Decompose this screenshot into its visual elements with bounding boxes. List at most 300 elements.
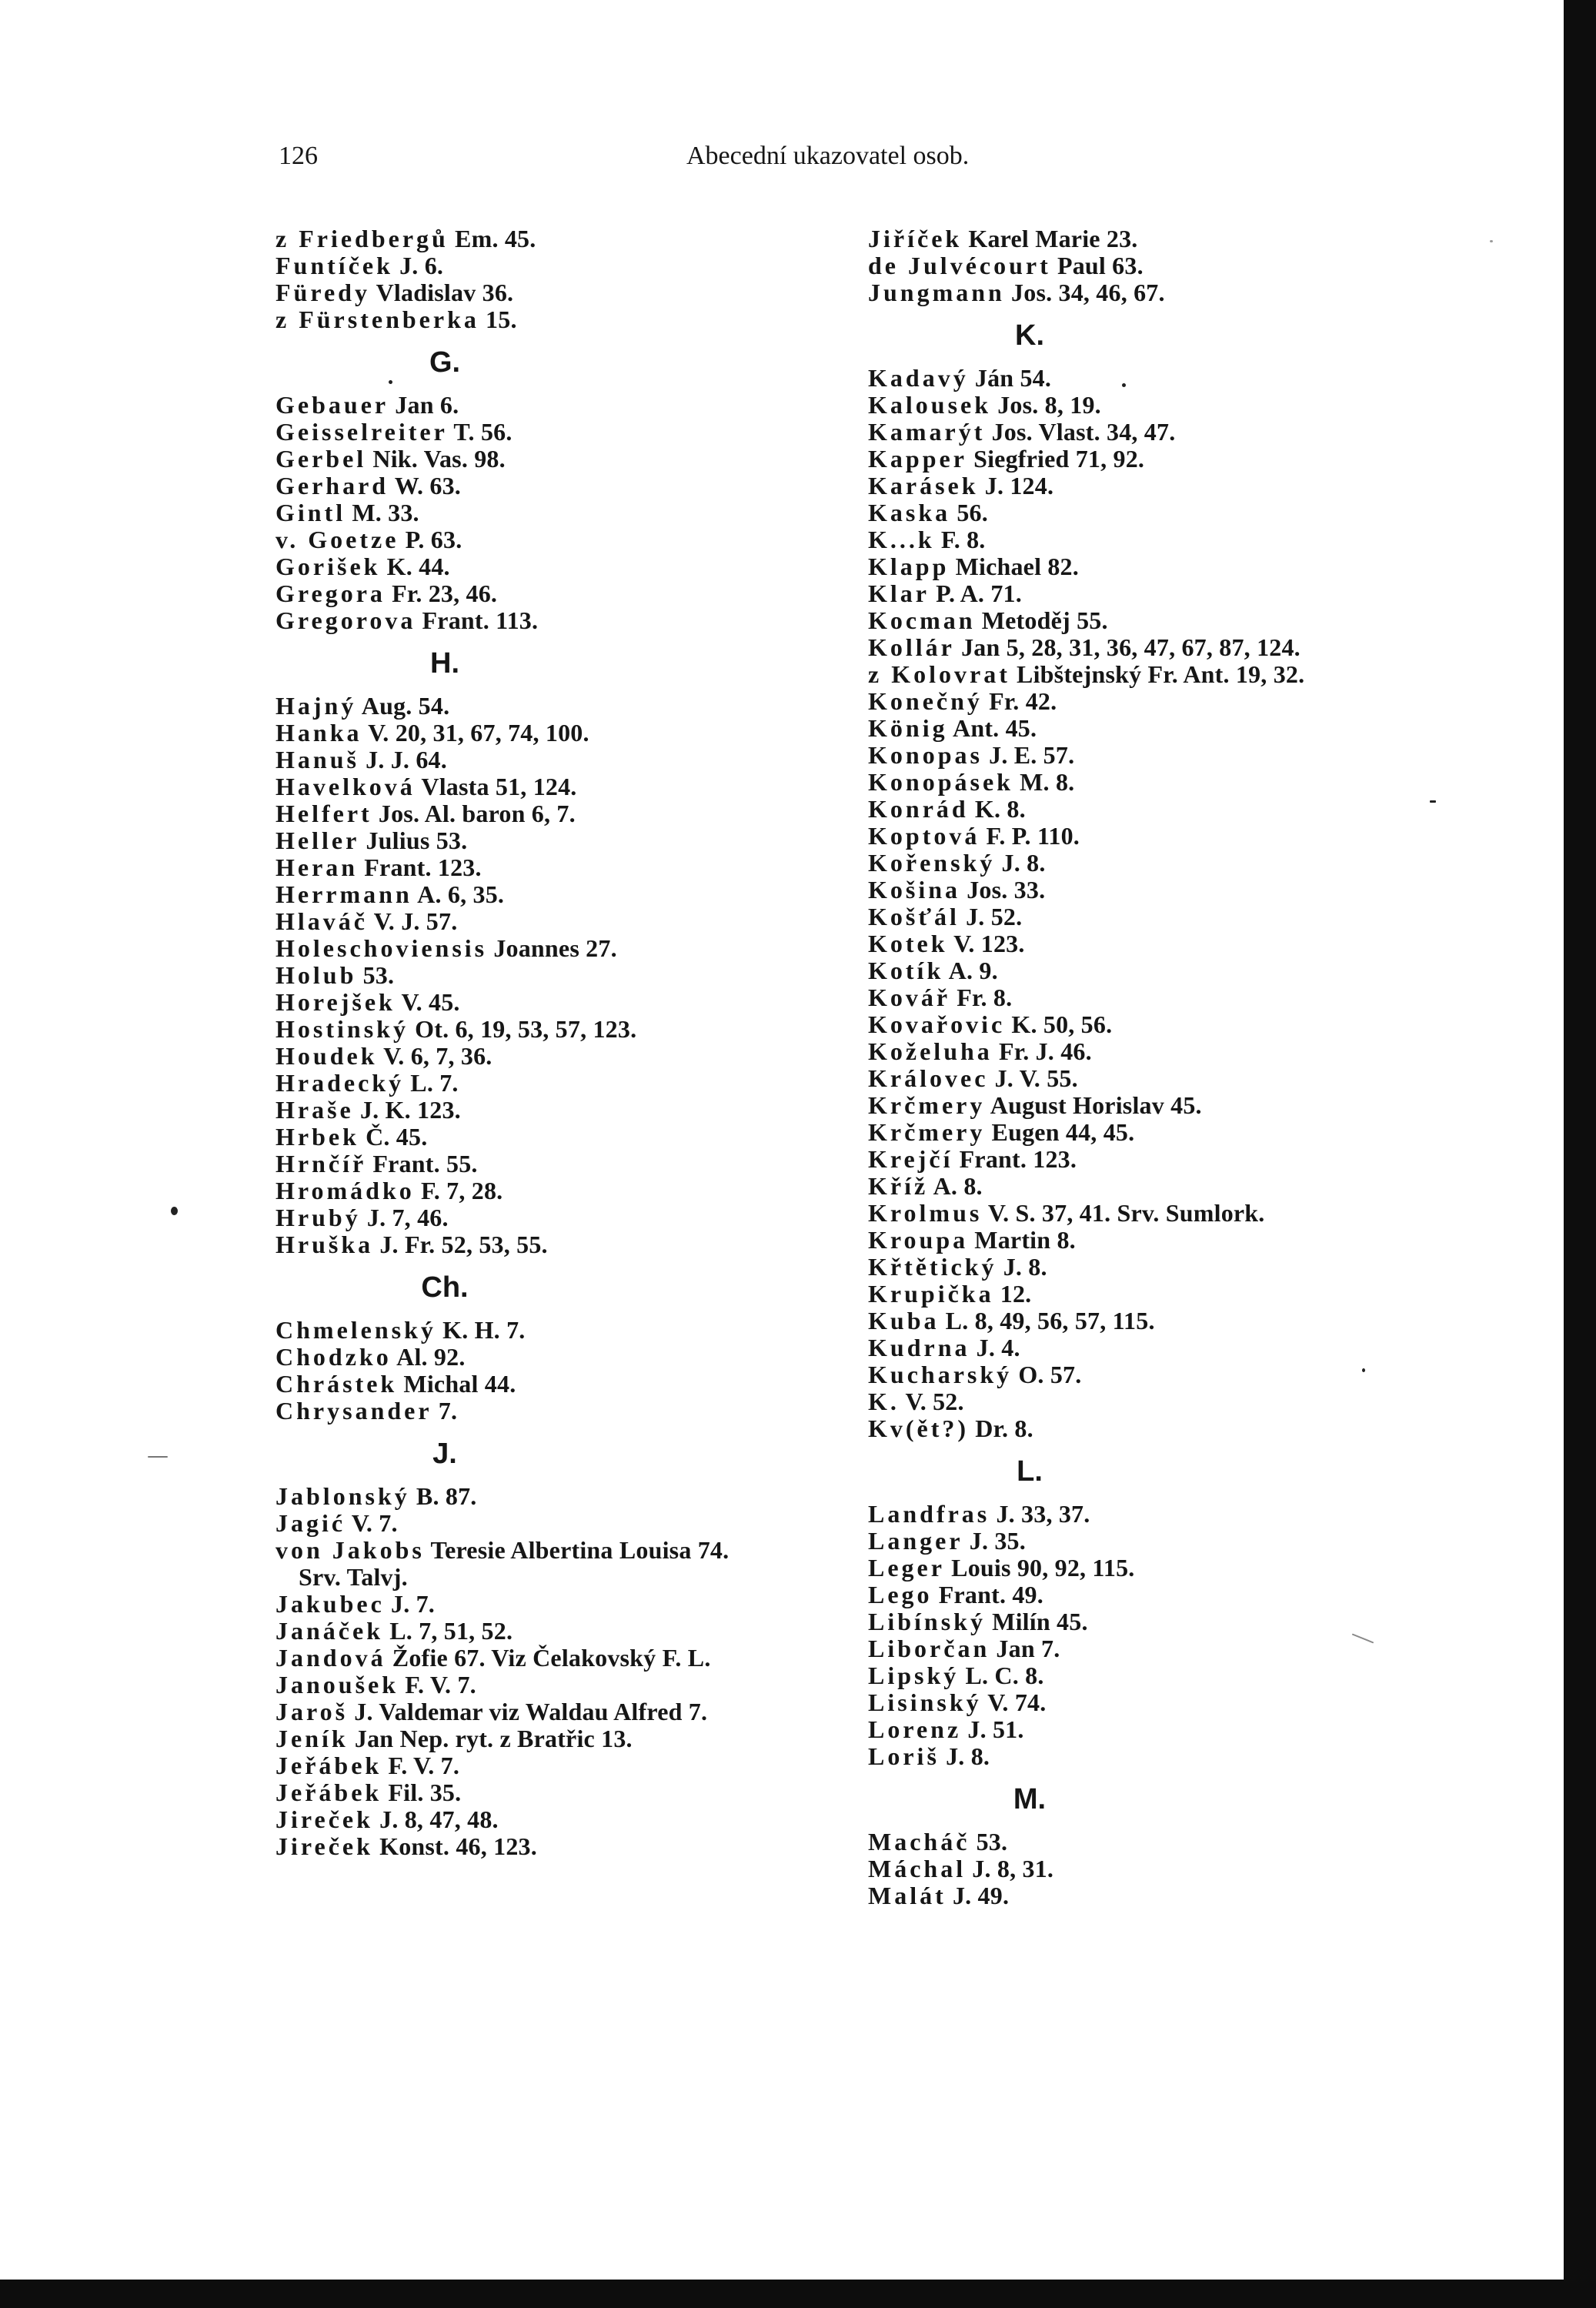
entry-details: J. Fr. 52, 53, 55. <box>373 1231 548 1258</box>
print-speck <box>389 380 392 384</box>
index-entry <box>275 225 860 252</box>
entry-details: L. 7, 51, 52. <box>383 1617 513 1645</box>
index-entry <box>868 499 1468 526</box>
entry-surname: Kořenský <box>868 849 996 877</box>
entry-surname: Houdek <box>275 1042 378 1070</box>
entry-details: 56. <box>950 499 988 526</box>
entry-surname: Jeřábek <box>275 1779 382 1806</box>
index-entry <box>868 1555 1468 1582</box>
entry-details: Aug. 54. <box>356 692 450 720</box>
index-entry <box>868 1415 1468 1442</box>
index-entry <box>275 747 860 773</box>
entry-details: J. 8, 47, 48. <box>372 1805 499 1833</box>
entry-details: F. P. 110. <box>980 822 1080 850</box>
entry-surname: Langer <box>868 1527 963 1555</box>
index-entry <box>275 526 860 553</box>
entry-surname: Jireček <box>275 1832 373 1860</box>
entry-details: Libštejnský Fr. Ant. 19, 32. <box>1010 660 1305 688</box>
index-entry <box>868 769 1468 796</box>
index-entry <box>275 1725 860 1752</box>
index-entry <box>275 1371 860 1398</box>
entry-surname: Košťál <box>868 903 960 930</box>
index-entry <box>868 634 1468 661</box>
entry-details: Jos. Vlast. 34, 47. <box>985 418 1176 446</box>
index-entry <box>275 1483 860 1510</box>
entry-surname: Funtíček <box>275 252 393 279</box>
entry-details: A. 8. <box>928 1172 983 1200</box>
entry-details: J. 6. <box>392 252 444 279</box>
entry-surname: Kalousek <box>868 391 992 419</box>
index-entry <box>868 984 1468 1011</box>
index-entry <box>275 607 860 634</box>
entry-surname: Liborčan <box>868 1635 990 1662</box>
entry-surname: Chmelenský <box>275 1316 436 1344</box>
entry-details: L. 7. <box>404 1069 459 1097</box>
entry-details: P. A. 71. <box>929 580 1022 607</box>
entry-surname: Máchal <box>868 1855 967 1882</box>
entry-details: V. 45. <box>395 988 460 1016</box>
entry-surname: Holub <box>275 961 357 989</box>
entry-surname: Gintl <box>275 499 346 526</box>
entry-details: Frant. 49. <box>932 1581 1043 1608</box>
print-speck <box>1490 240 1493 242</box>
entry-surname: Konopásek <box>868 768 1013 796</box>
entry-surname: de Julvécourt <box>868 252 1051 279</box>
page-number: 126 <box>279 142 318 170</box>
entry-details: Frant. 123. <box>953 1145 1077 1173</box>
entry-details: J. J. 64. <box>359 746 447 773</box>
entry-details: Ant. 45. <box>947 714 1037 742</box>
entry-surname: Jandová <box>275 1644 386 1672</box>
entry-surname: Jireček <box>275 1805 373 1833</box>
index-entry <box>275 827 860 854</box>
index-entry <box>275 279 860 306</box>
index-entry <box>275 1779 860 1806</box>
index-entry <box>275 473 860 499</box>
entry-details: Fr. 8. <box>950 984 1013 1011</box>
index-entry <box>868 1501 1468 1528</box>
print-speck <box>1122 383 1126 387</box>
entry-details: J. 8. <box>997 1253 1047 1281</box>
index-entry <box>868 1334 1468 1361</box>
entry-details: Srv. Talvj. <box>299 1563 408 1591</box>
index-entry <box>275 773 860 800</box>
entry-surname: Kudrna <box>868 1334 970 1361</box>
index-entry <box>275 1672 860 1698</box>
entry-details: V. 6, 7, 36. <box>377 1042 492 1070</box>
entry-surname: Konrád <box>868 795 969 823</box>
index-column-right <box>868 225 1468 1909</box>
entry-details: M. 33. <box>346 499 419 526</box>
entry-details: Dr. 8. <box>969 1415 1033 1442</box>
index-entry <box>275 1151 860 1177</box>
section-letter-heading: K. <box>1015 319 1044 352</box>
index-entry <box>868 957 1468 984</box>
entry-details: K. 44. <box>380 553 450 580</box>
entry-details: V. 52. <box>899 1388 964 1415</box>
entry-surname: Krupička <box>868 1280 994 1308</box>
entry-surname: Kollár <box>868 633 955 661</box>
entry-details: Fr. 42. <box>982 687 1057 715</box>
entry-surname: Kříž <box>868 1172 929 1200</box>
entry-surname: K...k <box>868 526 935 553</box>
entry-surname: Helfert <box>275 800 372 827</box>
index-entry <box>868 1011 1468 1038</box>
entry-details: K. H. 7. <box>436 1316 526 1344</box>
entry-surname: Libínský <box>868 1608 986 1635</box>
index-entry <box>868 553 1468 580</box>
entry-details: W. 63. <box>389 472 461 499</box>
index-entry <box>275 720 860 747</box>
entry-surname: Koptová <box>868 822 980 850</box>
index-entry <box>868 1716 1468 1743</box>
entry-surname: Holeschoviensis <box>275 934 488 962</box>
entry-surname: Leger <box>868 1554 945 1582</box>
print-speck <box>1362 1368 1365 1372</box>
index-entry <box>275 1591 860 1618</box>
entry-details: Frant. 113. <box>416 606 539 634</box>
entry-surname: Malát <box>868 1882 947 1909</box>
index-entry <box>275 1806 860 1833</box>
entry-surname: Gregorova <box>275 606 416 634</box>
entry-surname: Krolmus <box>868 1199 983 1227</box>
entry-surname: Chodzko <box>275 1343 392 1371</box>
index-entry-continuation <box>275 1564 860 1591</box>
entry-details: Vladislav 36. <box>369 279 514 306</box>
entry-surname: Jagić <box>275 1509 346 1537</box>
index-entry <box>275 1698 860 1725</box>
entry-surname: Klapp <box>868 553 950 580</box>
entry-details: M. 8. <box>1013 768 1075 796</box>
entry-details: O. 57. <box>1012 1361 1082 1388</box>
index-entry <box>275 1344 860 1371</box>
index-entry <box>868 1528 1468 1555</box>
entry-surname: Hraše <box>275 1096 354 1124</box>
entry-surname: Kaska <box>868 499 951 526</box>
entry-surname: Hlaváč <box>275 907 368 935</box>
entry-surname: Kovář <box>868 984 951 1011</box>
entry-details: A. 6, 35. <box>412 880 505 908</box>
index-entry <box>868 1038 1468 1065</box>
entry-surname: Lorenz <box>868 1715 962 1743</box>
entry-surname: Lego <box>868 1581 933 1608</box>
entry-details: Jos. 33. <box>960 876 1046 903</box>
section-letter-heading: L. <box>1017 1455 1043 1488</box>
entry-details: Ot. 6, 19, 53, 57, 123. <box>408 1015 637 1043</box>
entry-details: V. 74. <box>981 1688 1047 1716</box>
index-entry <box>275 962 860 989</box>
page-header <box>279 142 1007 180</box>
entry-details: V. 7. <box>346 1509 398 1537</box>
index-entry <box>868 473 1468 499</box>
entry-details: J. 124. <box>978 472 1054 499</box>
index-entry <box>868 930 1468 957</box>
entry-surname: Jeřábek <box>275 1752 382 1779</box>
entry-details: 15. <box>479 306 517 333</box>
entry-details: Metoděj 55. <box>975 606 1108 634</box>
index-entry <box>275 580 860 607</box>
entry-details: Fil. 35. <box>382 1779 462 1806</box>
index-entry <box>868 446 1468 473</box>
index-entry <box>868 688 1468 715</box>
index-entry <box>868 1829 1468 1855</box>
entry-surname: Krčmery <box>868 1091 986 1119</box>
entry-surname: Landfras <box>868 1500 990 1528</box>
entry-details: Milín 45. <box>985 1608 1088 1635</box>
entry-details: Em. 45. <box>448 225 536 252</box>
entry-details: Michal 44. <box>397 1370 516 1398</box>
entry-details: August Horislav 45. <box>985 1091 1202 1119</box>
entry-details: Fr. 23, 46. <box>385 580 498 607</box>
index-entry <box>868 1882 1468 1909</box>
index-entry <box>868 1227 1468 1254</box>
entry-surname: Havelková <box>275 773 416 800</box>
index-entry <box>868 796 1468 823</box>
entry-surname: Hrbek <box>275 1123 359 1151</box>
entry-surname: z Friedbergů <box>275 225 449 252</box>
entry-details: J. 35. <box>963 1527 1026 1555</box>
entry-details: Frant. 55. <box>366 1150 478 1177</box>
index-entry <box>868 526 1468 553</box>
entry-surname: Jungmann <box>868 279 1005 306</box>
entry-details: Teresie Albertina Louisa 74. <box>424 1536 730 1564</box>
entry-surname: Kv(ět?) <box>868 1415 970 1442</box>
entry-details: V. S. 37, 41. Srv. Sumlork. <box>982 1199 1265 1227</box>
entry-details: J. 33, 37. <box>990 1500 1090 1528</box>
index-entry <box>275 1124 860 1151</box>
index-entry <box>275 1317 860 1344</box>
entry-details: J. 49. <box>946 1882 1010 1909</box>
entry-surname: K. <box>868 1388 900 1415</box>
entry-surname: Konopas <box>868 741 983 769</box>
index-entry <box>275 446 860 473</box>
entry-details: Paul 63. <box>1050 252 1144 279</box>
entry-surname: Macháč <box>868 1828 970 1855</box>
entry-surname: Kotík <box>868 957 944 984</box>
entry-surname: von Jakobs <box>275 1536 425 1564</box>
index-entry <box>868 1254 1468 1281</box>
entry-details: V. J. 57. <box>367 907 458 935</box>
entry-details: Al. 92. <box>391 1343 466 1371</box>
entry-details: K. 50, 56. <box>1005 1010 1113 1038</box>
entry-details: J. 52. <box>959 903 1023 930</box>
entry-surname: Lipský <box>868 1662 960 1689</box>
entry-surname: Konečný <box>868 687 983 715</box>
section-letter-heading: M. <box>1013 1783 1047 1815</box>
entry-details: Jos. Al. baron 6, 7. <box>372 800 576 827</box>
index-entry <box>275 1070 860 1097</box>
entry-details: Frant. 123. <box>358 853 482 881</box>
entry-surname: Koželuha <box>868 1037 993 1065</box>
entry-details: Jan 7. <box>990 1635 1060 1662</box>
entry-surname: Karásek <box>868 472 979 499</box>
section-letter-heading: H. <box>430 647 459 680</box>
entry-details: J. 8. <box>939 1742 990 1770</box>
entry-details: Julius 53. <box>359 827 468 854</box>
entry-details: Karel Marie 23. <box>962 225 1138 252</box>
index-entry <box>868 661 1468 688</box>
entry-surname: Hanuš <box>275 746 359 773</box>
entry-surname: Hradecký <box>275 1069 405 1097</box>
entry-surname: Hajný <box>275 692 357 720</box>
entry-surname: Jablonský <box>275 1482 410 1510</box>
index-entry <box>275 1043 860 1070</box>
entry-surname: Janáček <box>275 1617 383 1645</box>
print-speck <box>171 1207 178 1215</box>
entry-details: Č. 45. <box>359 1123 428 1151</box>
index-entry <box>868 1173 1468 1200</box>
index-entry <box>868 823 1468 850</box>
entry-surname: Košina <box>868 876 961 903</box>
entry-details: L. 8, 49, 56, 57, 115. <box>939 1307 1155 1334</box>
index-entry <box>275 881 860 908</box>
entry-surname: Lisinský <box>868 1688 982 1716</box>
entry-surname: Kadavý <box>868 364 969 392</box>
index-entry <box>275 693 860 720</box>
entry-details: Siegfried 71, 92. <box>967 445 1145 473</box>
running-title: Abecední ukazovatel osob. <box>686 142 970 170</box>
index-entry <box>868 1608 1468 1635</box>
entry-details: J. 7. <box>384 1590 435 1618</box>
entry-surname: Hrubý <box>275 1204 361 1231</box>
index-entry <box>868 903 1468 930</box>
entry-details: 53. <box>356 961 395 989</box>
entry-details: F. V. 7. <box>382 1752 460 1779</box>
index-entry <box>275 419 860 446</box>
print-speck <box>148 1456 168 1458</box>
index-entry <box>275 553 860 580</box>
index-entry <box>868 1635 1468 1662</box>
index-entry <box>275 1510 860 1537</box>
index-entry <box>275 800 860 827</box>
entry-details: A. 9. <box>943 957 998 984</box>
entry-details: F. 7, 28. <box>414 1177 503 1204</box>
entry-surname: Křtětický <box>868 1253 997 1281</box>
entry-surname: Gerbel <box>275 445 367 473</box>
entry-details: Jan Nep. ryt. z Bratřic 13. <box>348 1725 633 1752</box>
index-entry <box>868 1092 1468 1119</box>
index-entry <box>275 1398 860 1425</box>
entry-details: B. 87. <box>409 1482 477 1510</box>
entry-details: J. 8. <box>995 849 1046 877</box>
entry-surname: Geisselreiter <box>275 418 448 446</box>
entry-surname: Chrástek <box>275 1370 398 1398</box>
entry-details: Žofie 67. Viz Čelakovský F. L. <box>386 1644 711 1672</box>
index-entry <box>868 1582 1468 1608</box>
entry-surname: Jakubec <box>275 1590 385 1618</box>
index-entry <box>868 392 1468 419</box>
index-entry <box>868 850 1468 877</box>
entry-surname: Hromádko <box>275 1177 415 1204</box>
entry-surname: Chrysander <box>275 1397 432 1425</box>
entry-surname: Hanka <box>275 719 362 747</box>
entry-details: Konst. 46, 123. <box>372 1832 537 1860</box>
index-entry <box>275 1833 860 1860</box>
entry-details: J. 51. <box>961 1715 1024 1743</box>
index-entry <box>868 1065 1468 1092</box>
entry-details: Jan 6. <box>389 391 459 419</box>
entry-details: J. Valdemar viz Waldau Alfred 7. <box>348 1698 708 1725</box>
index-entry <box>868 1146 1468 1173</box>
index-entry <box>868 225 1468 252</box>
entry-details: J. 4. <box>970 1334 1020 1361</box>
entry-details: Ján 54. <box>968 364 1052 392</box>
index-entry <box>868 1855 1468 1882</box>
entry-surname: Klar <box>868 580 930 607</box>
entry-details: 53. <box>970 1828 1008 1855</box>
entry-surname: Kotek <box>868 930 948 957</box>
index-column-left <box>275 225 860 1860</box>
index-entry <box>868 1119 1468 1146</box>
entry-details: Eugen 44, 45. <box>985 1118 1135 1146</box>
entry-surname: Gregora <box>275 580 386 607</box>
entry-surname: Jeník <box>275 1725 349 1752</box>
entry-surname: Kroupa <box>868 1226 969 1254</box>
section-letter-heading: J. <box>432 1438 457 1470</box>
entry-details: F. V. 7. <box>399 1671 476 1698</box>
entry-surname: v. Goetze <box>275 526 399 553</box>
index-entry <box>275 854 860 881</box>
index-entry <box>275 306 860 333</box>
entry-details: Jos. 8, 19. <box>991 391 1101 419</box>
index-entry <box>868 580 1468 607</box>
entry-surname: Kucharský <box>868 1361 1013 1388</box>
entry-surname: Jiříček <box>868 225 963 252</box>
index-entry <box>868 1308 1468 1334</box>
entry-details: 7. <box>432 1397 458 1425</box>
section-letter-heading: Ch. <box>421 1271 469 1304</box>
entry-details: J. 8, 31. <box>966 1855 1054 1882</box>
entry-surname: Heller <box>275 827 360 854</box>
entry-surname: Krčmery <box>868 1118 986 1146</box>
entry-surname: Gerhard <box>275 472 389 499</box>
entry-surname: Královec <box>868 1064 989 1092</box>
entry-surname: Gorišek <box>275 553 381 580</box>
entry-surname: Hostinský <box>275 1015 409 1043</box>
entry-surname: Herrmann <box>275 880 412 908</box>
entry-surname: Kovařovic <box>868 1010 1006 1038</box>
entry-details: J. 7, 46. <box>360 1204 449 1231</box>
entry-surname: Hrnčíř <box>275 1150 367 1177</box>
index-entry <box>275 1231 860 1258</box>
index-entry <box>868 279 1468 306</box>
index-entry <box>275 908 860 935</box>
entry-surname: Jaroš <box>275 1698 349 1725</box>
index-entry <box>275 1204 860 1231</box>
index-entry <box>275 1618 860 1645</box>
index-entry <box>868 607 1468 634</box>
entry-details: J. V. 55. <box>988 1064 1078 1092</box>
index-entry <box>868 1689 1468 1716</box>
entry-surname: Janoušek <box>275 1671 399 1698</box>
entry-details: J. E. 57. <box>982 741 1075 769</box>
entry-details: Nik. Vas. 98. <box>366 445 506 473</box>
index-entry <box>275 935 860 962</box>
index-entry <box>275 1097 860 1124</box>
index-entry <box>868 252 1468 279</box>
entry-details: K. 8. <box>968 795 1026 823</box>
entry-surname: König <box>868 714 948 742</box>
entry-details: Jos. 34, 46, 67. <box>1004 279 1165 306</box>
index-entry <box>868 715 1468 742</box>
entry-surname: z Kolovrat <box>868 660 1010 688</box>
index-entry <box>868 1281 1468 1308</box>
index-entry <box>868 1361 1468 1388</box>
entry-details: Martin 8. <box>968 1226 1076 1254</box>
entry-details: Louis 90, 92, 115. <box>944 1554 1135 1582</box>
entry-surname: Füredy <box>275 279 370 306</box>
index-entry <box>275 1016 860 1043</box>
